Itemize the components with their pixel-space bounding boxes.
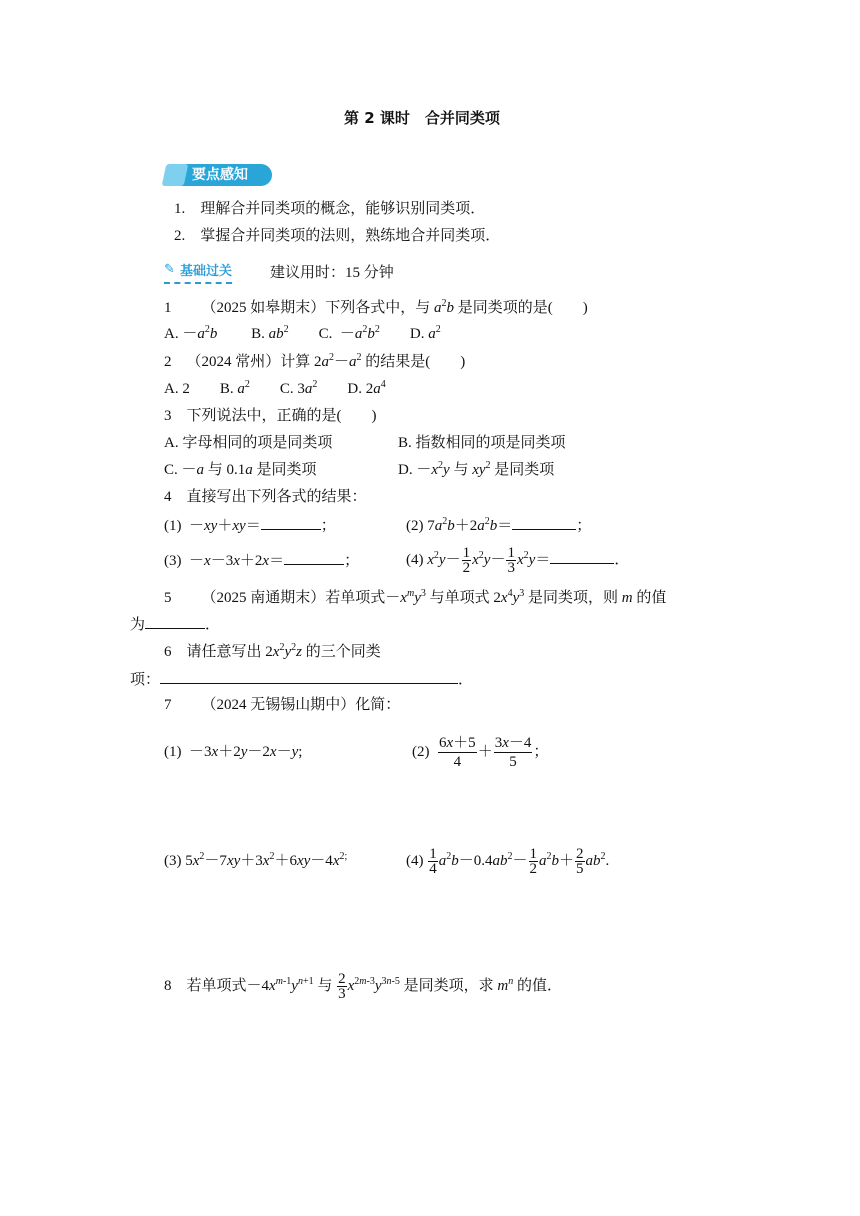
question-3-option-c: C. －a 与 0.1a 是同类项 <box>164 462 317 478</box>
question-7-part-4: (4) $\frac{1}{4}$ $a^2b-0.4ab^2-$ $\frac{1}{2}$ $a^2b+$ $\frac{2}{5}$ $ab^2$. <box>406 846 610 878</box>
question-7-part-2: (2) $\frac{6x+5}{4}$ ＋ $\frac{3x-4}{5}$ ； <box>412 735 549 771</box>
question-4-part-3: (3) －x－3x＋2x＝ ； <box>164 550 359 571</box>
question-3-option-a: A. 字母相同的项是同类项 <box>164 435 333 451</box>
question-3-option-d: D. $-x^2y$ 与 $xy^2$ 是同类项 <box>398 460 555 478</box>
key-point-1: 1. 理解合并同类项的概念，能够识别同类项． <box>174 201 486 217</box>
question-5-stem: 5 （2025 南通期末）若单项式$-x^my^3$ 与单项式 $2x^4y^3$ 是同类项，则 m 的值 <box>164 588 667 606</box>
question-1-options: A. $-a^2b$ B. $ab^2$ C. $-a^2b^2$ D. $a^2$ <box>164 324 441 342</box>
section-banner-basic: ✎ 基础过关 <box>164 262 232 284</box>
question-6-answer-line: 项： ． <box>130 669 473 690</box>
page-title: 第 2 课时 合并同类项 <box>344 109 500 127</box>
question-2-stem: 2 （2024 常州）计算 $2a^2-a^2$ 的结果是( ) <box>164 352 466 370</box>
question-7-part-3: (3) $5x^2-7xy+3x^2+6xy-4x^{2;}$ <box>164 851 348 869</box>
question-4-part-2: (2) $7a^2b+2a^2b=$ ； <box>406 516 592 534</box>
question-7-stem: 7 （2024 无锡锡山期中）化简： <box>164 697 401 713</box>
pencil-icon: ✎ <box>164 262 175 277</box>
question-3-option-b: B. 指数相同的项是同类项 <box>398 435 566 451</box>
question-3-stem: 3 下列说法中，正确的是( ) <box>164 408 377 424</box>
question-4-stem: 4 直接写出下列各式的结果： <box>164 489 367 505</box>
suggested-time: 建议用时：15 分钟 <box>270 265 394 281</box>
question-7-part-1: (1) －3x＋2y－2x－y; <box>164 744 303 760</box>
question-4-part-4: (4) $x^2y-$ $\frac{1}{2}$ $x^2y-$ $\frac{1}{3}$ $x^2y=$ ． <box>406 545 630 577</box>
key-point-2: 2. 掌握合并同类项的法则，熟练地合并同类项． <box>174 228 501 244</box>
question-1-stem: 1 （2025 如皋期末）下列各式中，与 $a^2b$ 是同类项的是( ) <box>164 298 588 316</box>
section-banner-key-points: 要点感知 <box>170 164 272 186</box>
question-8-stem: 8 若单项式$-4x^{m-1}y^{n+1}$ 与 $\frac{2}{3}$ $x^{2m-3}y^{3n-5}$ 是同类项，求 $m^n$ 的值． <box>164 971 562 1003</box>
question-6-stem: 6 请任意写出 $2x^2y^2z$ 的三个同类 <box>164 642 381 660</box>
question-5-answer-line: 为 ． <box>130 614 220 635</box>
question-2-options: A. 2 B. $a^2$ C. $3a^2$ D. $2a^4$ <box>164 379 386 397</box>
question-4-part-1: (1) －xy＋xy＝ ； <box>164 515 336 536</box>
